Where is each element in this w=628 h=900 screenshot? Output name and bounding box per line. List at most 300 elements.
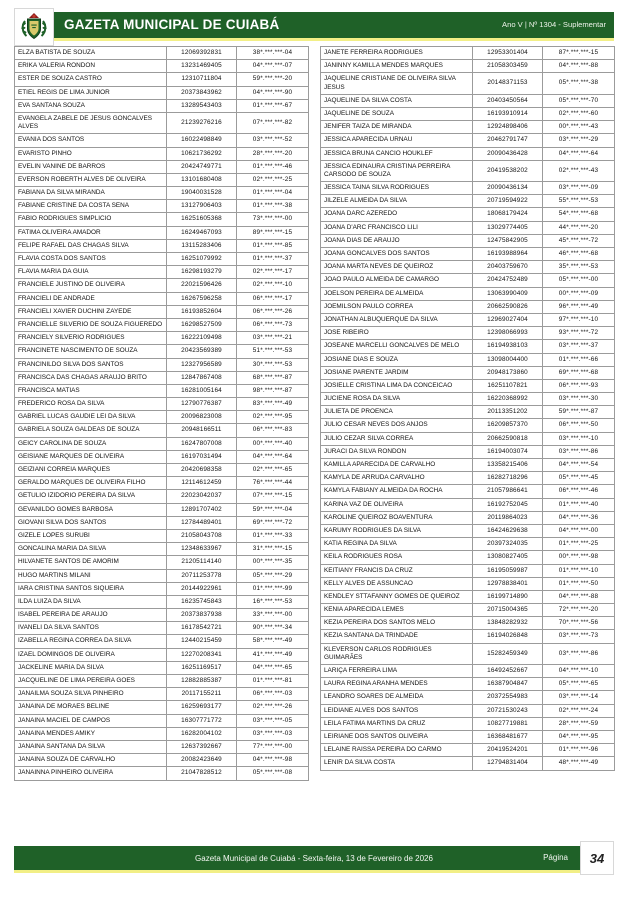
cell-matricula: 16251169517 bbox=[167, 661, 237, 674]
cell-name: FRANCIELY SILVERIO RODRIGUES bbox=[15, 332, 167, 345]
table-row bbox=[321, 577, 615, 590]
page-label: Página bbox=[543, 853, 568, 862]
cell-cpf: 00*.***.***-43 bbox=[543, 121, 615, 134]
cell-cpf: 06*.***.***-93 bbox=[543, 379, 615, 392]
cell-name: JOAO PAULO ALMEIDA DE CAMARGO bbox=[321, 274, 473, 287]
cell-name: FRANCIELI DE ANDRADE bbox=[15, 292, 167, 305]
table-row bbox=[15, 740, 309, 753]
coat-of-arms-icon bbox=[14, 8, 54, 46]
table-row bbox=[321, 234, 615, 247]
cell-matricula: 16194003074 bbox=[473, 445, 543, 458]
cell-matricula: 16298527509 bbox=[167, 318, 237, 331]
table-row bbox=[321, 182, 615, 195]
table-row bbox=[15, 450, 309, 463]
cell-matricula: 20423569389 bbox=[167, 345, 237, 358]
cell-matricula: 19040031528 bbox=[167, 187, 237, 200]
cell-cpf: 03*.***.***-37 bbox=[543, 340, 615, 353]
table-row bbox=[321, 107, 615, 120]
table-row bbox=[321, 757, 615, 770]
cell-name: FRANCIELLE SILVERIO DE SOUZA FIGUEREDO bbox=[15, 318, 167, 331]
table-row bbox=[321, 678, 615, 691]
cell-name: EVELIN VANINE DE BARROS bbox=[15, 160, 167, 173]
cell-cpf: 05*.***.***-29 bbox=[237, 569, 309, 582]
cell-cpf: 04*.***.***-98 bbox=[237, 754, 309, 767]
cell-name: EVARISTO PINHO bbox=[15, 147, 167, 160]
cell-name: KEILA RODRIGUES ROSA bbox=[321, 551, 473, 564]
table-row bbox=[15, 134, 309, 147]
table-row bbox=[321, 147, 615, 160]
cell-matricula: 16249467093 bbox=[167, 226, 237, 239]
cell-matricula: 12637392667 bbox=[167, 740, 237, 753]
cell-cpf: 00*.***.***-09 bbox=[543, 287, 615, 300]
table-row bbox=[15, 345, 309, 358]
cell-cpf: 93*.***.***-72 bbox=[543, 327, 615, 340]
cell-cpf: 00*.***.***-35 bbox=[237, 556, 309, 569]
cell-matricula: 13063990409 bbox=[473, 287, 543, 300]
cell-matricula: 12327956589 bbox=[167, 358, 237, 371]
cell-matricula: 20721530243 bbox=[473, 704, 543, 717]
table-row bbox=[15, 86, 309, 99]
cell-matricula: 16387904847 bbox=[473, 678, 543, 691]
cell-matricula: 12114612459 bbox=[167, 477, 237, 490]
cell-cpf: 04*.***.***-88 bbox=[543, 60, 615, 73]
cell-cpf: 04*.***.***-64 bbox=[237, 450, 309, 463]
cell-cpf: 59*.***.***-04 bbox=[237, 503, 309, 516]
table-row bbox=[321, 248, 615, 261]
table-row bbox=[321, 47, 615, 60]
table-row bbox=[15, 332, 309, 345]
cell-name: JANAILMA SOUZA SILVA PINHEIRO bbox=[15, 688, 167, 701]
cell-matricula: 20420698358 bbox=[167, 464, 237, 477]
cell-cpf: 01*.***.***-85 bbox=[237, 239, 309, 252]
cell-cpf: 90*.***.***-34 bbox=[237, 622, 309, 635]
cell-name: JUCIENE ROSA DA SILVA bbox=[321, 393, 473, 406]
cell-cpf: 51*.***.***-53 bbox=[237, 345, 309, 358]
table-row bbox=[321, 287, 615, 300]
cell-name: LEILA FATIMA MARTINS DA CRUZ bbox=[321, 717, 473, 730]
cell-cpf: 28*.***.***-59 bbox=[543, 717, 615, 730]
cell-name: JOANA DARC AZEREDO bbox=[321, 208, 473, 221]
table-row bbox=[15, 754, 309, 767]
cell-name: FRANCIELI XAVIER DUCHINI ZAYEDE bbox=[15, 305, 167, 318]
cell-name: FREDERICO ROSA DA SILVA bbox=[15, 398, 167, 411]
cell-cpf: 05*.***.***-38 bbox=[543, 73, 615, 94]
cell-name: ERIKA VALERIA RONDON bbox=[15, 60, 167, 73]
table-row bbox=[15, 767, 309, 780]
left-column bbox=[14, 46, 308, 781]
cell-matricula: 22021596426 bbox=[167, 279, 237, 292]
cell-name: LARIÇA FERREIRA LIMA bbox=[321, 665, 473, 678]
cell-cpf: 04*.***.***-10 bbox=[543, 665, 615, 678]
cell-cpf: 02*.***.***-26 bbox=[237, 701, 309, 714]
cell-matricula: 20372554983 bbox=[473, 691, 543, 704]
cell-cpf: 01*.***.***-67 bbox=[237, 99, 309, 112]
cell-name: GIZELE LOPES SURUBI bbox=[15, 529, 167, 542]
cell-cpf: 59*.***.***-87 bbox=[543, 406, 615, 419]
cell-name: ISABEL PEREIRA DE ARAUJO bbox=[15, 609, 167, 622]
cell-matricula: 16307771772 bbox=[167, 714, 237, 727]
table-row bbox=[321, 274, 615, 287]
cell-cpf: 35*.***.***-53 bbox=[543, 261, 615, 274]
cell-name: JOSEANE MARCELLI GONCALVES DE MELO bbox=[321, 340, 473, 353]
table-row bbox=[321, 538, 615, 551]
cell-cpf: 05*.***.***-00 bbox=[543, 274, 615, 287]
table-row bbox=[15, 503, 309, 516]
cell-name: KAROLINE QUEIROZ BOAVENTURA bbox=[321, 511, 473, 524]
cell-name: LAURA REGINA ARANHA MENDES bbox=[321, 678, 473, 691]
table-row bbox=[321, 485, 615, 498]
cell-matricula: 10827719881 bbox=[473, 717, 543, 730]
cell-name: JONATHAN ALBUQUERQUE DA SILVA bbox=[321, 313, 473, 326]
cell-name: ILDA LUIZA DA SILVA bbox=[15, 595, 167, 608]
cell-name: GABRIELA SOUZA GALDEAS DE SOUZA bbox=[15, 424, 167, 437]
cell-cpf: 03*.***.***-52 bbox=[237, 134, 309, 147]
cell-matricula: 20096823008 bbox=[167, 411, 237, 424]
cell-cpf: 04*.***.***-65 bbox=[237, 661, 309, 674]
table-row bbox=[15, 147, 309, 160]
cell-name: JANAINA DE MORAES BELINE bbox=[15, 701, 167, 714]
table-row bbox=[321, 432, 615, 445]
cell-matricula: 20082423649 bbox=[167, 754, 237, 767]
cell-name: IARA CRISTINA SANTOS SIQUEIRA bbox=[15, 582, 167, 595]
cell-cpf: 58*.***.***-49 bbox=[237, 635, 309, 648]
cell-name: KARINA VAZ DE OLIVEIRA bbox=[321, 498, 473, 511]
footer-bar bbox=[14, 846, 614, 870]
cell-name: FLAVIA MARIA DA GUIA bbox=[15, 266, 167, 279]
cell-cpf: 41*.***.***-49 bbox=[237, 648, 309, 661]
cell-cpf: 06*.***.***-83 bbox=[237, 424, 309, 437]
cell-name: FABIANE CRISTINE DA COSTA SENA bbox=[15, 200, 167, 213]
cell-name: JOSE RIBEIRO bbox=[321, 327, 473, 340]
table-row bbox=[15, 543, 309, 556]
cell-matricula: 20715004365 bbox=[473, 604, 543, 617]
cell-name: GABRIEL LUCAS GAUDIE LEI DA SILVA bbox=[15, 411, 167, 424]
cell-cpf: 97*.***.***-10 bbox=[543, 313, 615, 326]
cell-cpf: 06*.***.***-17 bbox=[237, 292, 309, 305]
cell-name: GETULIO IZIDORIO PEREIRA DA SILVA bbox=[15, 490, 167, 503]
cell-cpf: 45*.***.***-72 bbox=[543, 234, 615, 247]
table-row bbox=[15, 688, 309, 701]
cell-cpf: 28*.***.***-20 bbox=[237, 147, 309, 160]
table-row bbox=[15, 99, 309, 112]
cell-matricula: 20948166511 bbox=[167, 424, 237, 437]
footer-text: Gazeta Municipal de Cuiabá - Sexta-feira, 13 de Fevereiro de 2026 bbox=[195, 853, 433, 863]
cell-cpf: 38*.***.***-04 bbox=[237, 47, 309, 60]
table-row bbox=[321, 340, 615, 353]
cell-cpf: 03*.***.***-29 bbox=[543, 134, 615, 147]
cell-name: JANAINA MENDES AMIKY bbox=[15, 727, 167, 740]
table-row bbox=[15, 437, 309, 450]
cell-cpf: 73*.***.***-00 bbox=[237, 213, 309, 226]
cell-matricula: 16209857370 bbox=[473, 419, 543, 432]
cell-name: HUGO MARTINS MILANI bbox=[15, 569, 167, 582]
cell-matricula: 16193988964 bbox=[473, 248, 543, 261]
cell-matricula: 16492452667 bbox=[473, 665, 543, 678]
issue-info: Ano V | Nº 1304 - Suplementar bbox=[502, 20, 606, 29]
cell-cpf: 02*.***.***-60 bbox=[543, 107, 615, 120]
cell-cpf: 03*.***.***-10 bbox=[543, 432, 615, 445]
cell-name: JENIFER TAIZA DE MIRANDA bbox=[321, 121, 473, 134]
cell-cpf: 70*.***.***-56 bbox=[543, 617, 615, 630]
table-row bbox=[321, 511, 615, 524]
cell-matricula: 21057986641 bbox=[473, 485, 543, 498]
cell-cpf: 06*.***.***-46 bbox=[543, 485, 615, 498]
cell-name: KENIA APARECIDA LEMES bbox=[321, 604, 473, 617]
table-row bbox=[15, 112, 309, 133]
cell-cpf: 04*.***.***-36 bbox=[543, 511, 615, 524]
table-row bbox=[321, 300, 615, 313]
cell-matricula: 12398066993 bbox=[473, 327, 543, 340]
table-row bbox=[321, 630, 615, 643]
cell-matricula: 16194026848 bbox=[473, 630, 543, 643]
table-row bbox=[15, 529, 309, 542]
table-row bbox=[321, 691, 615, 704]
cell-name: JACQUELINE DE LIMA PEREIRA GOES bbox=[15, 675, 167, 688]
table-row bbox=[15, 200, 309, 213]
cell-name: JANETE FERREIRA RODRIGUES bbox=[321, 47, 473, 60]
cell-matricula: 12953301404 bbox=[473, 47, 543, 60]
cell-name: EVERSON ROBERTH ALVES DE OLIVEIRA bbox=[15, 173, 167, 186]
cell-name: JOANA GONCALVES DOS SANTOS bbox=[321, 248, 473, 261]
cell-name: FRANCINETE NASCIMENTO DE SOUZA bbox=[15, 345, 167, 358]
cell-matricula: 16251079992 bbox=[167, 253, 237, 266]
cell-matricula: 21239276216 bbox=[167, 112, 237, 133]
cell-name: HILVANETE SANTOS DE AMORIM bbox=[15, 556, 167, 569]
cell-cpf: 06*.***.***-73 bbox=[237, 318, 309, 331]
cell-name: FRANCISCA DAS CHAGAS ARAUJO BRITO bbox=[15, 371, 167, 384]
table-row bbox=[321, 60, 615, 73]
table-row bbox=[321, 327, 615, 340]
cell-name: LENIR DA SILVA COSTA bbox=[321, 757, 473, 770]
table-row bbox=[15, 516, 309, 529]
table-row bbox=[321, 94, 615, 107]
cell-name: GEISIANE MARQUES DE OLIVEIRA bbox=[15, 450, 167, 463]
cell-cpf: 05*.***.***-08 bbox=[237, 767, 309, 780]
cell-cpf: 04*.***.***-90 bbox=[237, 86, 309, 99]
table-row bbox=[321, 665, 615, 678]
cell-name: JOSIANE PARENTE JARDIM bbox=[321, 366, 473, 379]
cell-cpf: 01*.***.***-66 bbox=[543, 353, 615, 366]
cell-name: KATIA REGINA DA SILVA bbox=[321, 538, 473, 551]
cell-name: JOANA MARTA NEVES DE QUEIROZ bbox=[321, 261, 473, 274]
cell-cpf: 69*.***.***-68 bbox=[543, 366, 615, 379]
cell-cpf: 03*.***.***-09 bbox=[543, 182, 615, 195]
cell-cpf: 16*.***.***-53 bbox=[237, 595, 309, 608]
cell-cpf: 00*.***.***-40 bbox=[237, 437, 309, 450]
cell-matricula: 10621736292 bbox=[167, 147, 237, 160]
table-row bbox=[321, 134, 615, 147]
cell-cpf: 55*.***.***-53 bbox=[543, 195, 615, 208]
cell-name: JOSIANE DIAS E SOUZA bbox=[321, 353, 473, 366]
cell-cpf: 07*.***.***-15 bbox=[237, 490, 309, 503]
page-title: GAZETA MUNICIPAL DE CUIABÁ bbox=[64, 17, 280, 32]
cell-name: JANINNY KAMILLA MENDES MARQUES bbox=[321, 60, 473, 73]
cell-cpf: 00*.***.***-98 bbox=[543, 551, 615, 564]
cell-matricula: 16194938103 bbox=[473, 340, 543, 353]
table-row bbox=[15, 318, 309, 331]
table-row bbox=[321, 208, 615, 221]
table-row bbox=[15, 266, 309, 279]
table-row bbox=[321, 366, 615, 379]
cell-matricula: 16193852604 bbox=[167, 305, 237, 318]
table-row bbox=[15, 622, 309, 635]
cell-name: LELAINE RAISSA PEREIRA DO CARMO bbox=[321, 744, 473, 757]
cell-cpf: 59*.***.***-20 bbox=[237, 73, 309, 86]
cell-cpf: 06*.***.***-26 bbox=[237, 305, 309, 318]
cell-name: KARUMY RODRIGUES DA SILVA bbox=[321, 524, 473, 537]
cell-name: JAQUELINE CRISTIANE DE OLIVEIRA SILVA JESUS bbox=[321, 73, 473, 94]
cell-cpf: 01*.***.***-96 bbox=[543, 744, 615, 757]
cell-matricula: 12784489401 bbox=[167, 516, 237, 529]
cell-name: KAMILLA APARECIDA DE CARVALHO bbox=[321, 459, 473, 472]
table-row bbox=[321, 261, 615, 274]
cell-name: LEIDIANE ALVES DOS SANTOS bbox=[321, 704, 473, 717]
cell-name: FRANCIELE JUSTINO DE OLIVEIRA bbox=[15, 279, 167, 292]
cell-name: KEITIANY FRANCIS DA CRUZ bbox=[321, 564, 473, 577]
cell-matricula: 16220368992 bbox=[473, 393, 543, 406]
cell-matricula: 20462791747 bbox=[473, 134, 543, 147]
listing-table-left bbox=[14, 46, 309, 781]
cell-cpf: 98*.***.***-87 bbox=[237, 384, 309, 397]
cell-cpf: 01*.***.***-40 bbox=[543, 498, 615, 511]
cell-name: JULIETA DE PROENCA bbox=[321, 406, 473, 419]
table-row bbox=[15, 424, 309, 437]
table-row bbox=[321, 459, 615, 472]
cell-name: JOSIELLE CRISTINA LIMA DA CONCEICAO bbox=[321, 379, 473, 392]
table-row bbox=[15, 477, 309, 490]
cell-matricula: 20424752489 bbox=[473, 274, 543, 287]
cell-cpf: 02*.***.***-95 bbox=[237, 411, 309, 424]
cell-name: ELZA BATISTA DE SOUZA bbox=[15, 47, 167, 60]
table-row bbox=[15, 226, 309, 239]
cell-matricula: 20144922961 bbox=[167, 582, 237, 595]
cell-matricula: 16251107821 bbox=[473, 379, 543, 392]
cell-name: JOELSON PEREIRA DE ALMEIDA bbox=[321, 287, 473, 300]
cell-matricula: 16222109498 bbox=[167, 332, 237, 345]
table-row bbox=[321, 353, 615, 366]
cell-matricula: 21205114140 bbox=[167, 556, 237, 569]
cell-name: JOEMILSON PAULO CORREA bbox=[321, 300, 473, 313]
page-number: 34 bbox=[580, 841, 614, 875]
cell-name: ETIEL REGIS DE LIMA JUNIOR bbox=[15, 86, 167, 99]
table-row bbox=[321, 730, 615, 743]
cell-cpf: 04*.***.***-88 bbox=[543, 590, 615, 603]
cell-matricula: 12847867408 bbox=[167, 371, 237, 384]
cell-cpf: 05*.***.***-65 bbox=[543, 678, 615, 691]
cell-matricula: 16247807008 bbox=[167, 437, 237, 450]
table-row bbox=[15, 213, 309, 226]
table-row bbox=[15, 47, 309, 60]
cell-matricula: 20090436428 bbox=[473, 147, 543, 160]
cell-matricula: 16192752045 bbox=[473, 498, 543, 511]
table-row bbox=[15, 635, 309, 648]
cell-matricula: 20948173860 bbox=[473, 366, 543, 379]
cell-matricula: 12270208341 bbox=[167, 648, 237, 661]
cell-name: EVANGELA ZABELE DE JESUS GONCALVES ALVES bbox=[15, 112, 167, 133]
cell-name: JANAINA SOUZA DE CARVALHO bbox=[15, 754, 167, 767]
cell-cpf: 68*.***.***-87 bbox=[237, 371, 309, 384]
table-row bbox=[15, 305, 309, 318]
table-row bbox=[15, 490, 309, 503]
cell-name: JURACI DA SILVA RONDON bbox=[321, 445, 473, 458]
table-row bbox=[321, 704, 615, 717]
table-row bbox=[321, 472, 615, 485]
cell-matricula: 16259693177 bbox=[167, 701, 237, 714]
cell-matricula: 21047828512 bbox=[167, 767, 237, 780]
table-row bbox=[15, 73, 309, 86]
cell-matricula: 20719594922 bbox=[473, 195, 543, 208]
cell-name: JILZELE ALMEIDA DA SILVA bbox=[321, 195, 473, 208]
cell-name: GONCALINA MARIA DA SILVA bbox=[15, 543, 167, 556]
cell-matricula: 20373843962 bbox=[167, 86, 237, 99]
cell-cpf: 02*.***.***-10 bbox=[237, 279, 309, 292]
cell-matricula: 13127906403 bbox=[167, 200, 237, 213]
cell-cpf: 03*.***.***-05 bbox=[237, 714, 309, 727]
cell-matricula: 16195059987 bbox=[473, 564, 543, 577]
cell-cpf: 03*.***.***-21 bbox=[237, 332, 309, 345]
cell-name: KELLY ALVES DE ASSUNCAO bbox=[321, 577, 473, 590]
table-row bbox=[15, 675, 309, 688]
cell-name: LEANDRO SOARES DE ALMEIDA bbox=[321, 691, 473, 704]
cell-cpf: 30*.***.***-53 bbox=[237, 358, 309, 371]
cell-name: KAMYLA FABIANY ALMEIDA DA ROCHA bbox=[321, 485, 473, 498]
table-row bbox=[321, 406, 615, 419]
cell-cpf: 77*.***.***-00 bbox=[237, 740, 309, 753]
masthead bbox=[14, 12, 614, 42]
cell-cpf: 44*.***.***-20 bbox=[543, 221, 615, 234]
cell-name: FABIANA DA SILVA MIRANDA bbox=[15, 187, 167, 200]
cell-matricula: 16281005164 bbox=[167, 384, 237, 397]
table-row bbox=[15, 648, 309, 661]
cell-cpf: 01*.***.***-46 bbox=[237, 160, 309, 173]
cell-matricula: 16022498849 bbox=[167, 134, 237, 147]
cell-cpf: 02*.***.***-65 bbox=[237, 464, 309, 477]
cell-cpf: 46*.***.***-68 bbox=[543, 248, 615, 261]
table-row bbox=[15, 160, 309, 173]
cell-name: KAMYLA DE ARRUDA CARVALHO bbox=[321, 472, 473, 485]
cell-name: JOANA DIAS DE ARAUJO bbox=[321, 234, 473, 247]
cell-cpf: 04*.***.***-00 bbox=[543, 524, 615, 537]
cell-name: GEICY CAROLINA DE SOUZA bbox=[15, 437, 167, 450]
cell-matricula: 16199714890 bbox=[473, 590, 543, 603]
cell-matricula: 12882885387 bbox=[167, 675, 237, 688]
table-row bbox=[321, 590, 615, 603]
cell-cpf: 01*.***.***-10 bbox=[543, 564, 615, 577]
cell-cpf: 01*.***.***-50 bbox=[543, 577, 615, 590]
table-row bbox=[321, 604, 615, 617]
table-row bbox=[321, 221, 615, 234]
table-row bbox=[321, 195, 615, 208]
cell-cpf: 33*.***.***-00 bbox=[237, 609, 309, 622]
cell-matricula: 16197031494 bbox=[167, 450, 237, 463]
cell-matricula: 18068179424 bbox=[473, 208, 543, 221]
cell-matricula: 20090436134 bbox=[473, 182, 543, 195]
cell-name: JESSICA BRUNA CANCIO HOUKLEF bbox=[321, 147, 473, 160]
cell-matricula: 16235745843 bbox=[167, 595, 237, 608]
cell-cpf: 03*.***.***-73 bbox=[543, 630, 615, 643]
cell-cpf: 83*.***.***-49 bbox=[237, 398, 309, 411]
cell-matricula: 12440215459 bbox=[167, 635, 237, 648]
cell-name: FATIMA OLIVEIRA AMADOR bbox=[15, 226, 167, 239]
cell-name: LEIRIANE DOS SANTOS OLIVEIRA bbox=[321, 730, 473, 743]
cell-matricula: 16178542721 bbox=[167, 622, 237, 635]
cell-cpf: 31*.***.***-15 bbox=[237, 543, 309, 556]
cell-cpf: 05*.***.***-70 bbox=[543, 94, 615, 107]
listing-columns bbox=[14, 46, 614, 781]
cell-cpf: 01*.***.***-04 bbox=[237, 187, 309, 200]
table-row bbox=[321, 121, 615, 134]
table-row bbox=[15, 727, 309, 740]
